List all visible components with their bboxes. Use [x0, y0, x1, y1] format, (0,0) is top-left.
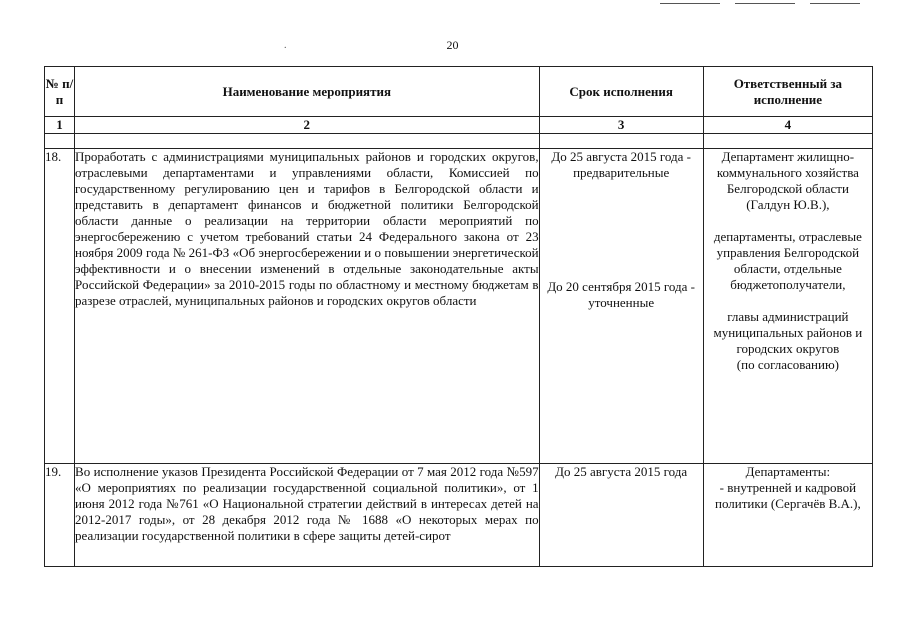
deadline: До 25 августа 2015 года [555, 464, 688, 479]
table-row [45, 464, 873, 567]
row-number: 18. [45, 149, 75, 464]
measure-text [75, 149, 540, 464]
responsible-heads: главы администраций муниципальных районов и городских округов [713, 309, 863, 356]
header-measure-name: Наименование мероприятия [75, 67, 540, 117]
deadline-preliminary: До 25 августа 2015 года - предварительные [551, 149, 691, 180]
deadline-cell [539, 149, 703, 464]
responsible-departments: департаменты, отраслевые управления Белгородской области, отдельные бюджетополучатели, [713, 229, 862, 292]
header-deadline: Срок исполнения [539, 67, 703, 117]
spacer-cell [539, 134, 703, 149]
measures-table [44, 66, 873, 567]
deadline-final: До 20 сентября 2015 года - уточненные [547, 279, 696, 310]
column-number-row [45, 117, 873, 134]
measure-text-body: Проработать с администрациями муниципальных районов и городских округов, отраслевыми департаментами и управлениями области, Комиссией по государственному регулированию цен и тарифов в Белгородской области и представить в департамент финансов и бюджетной политики Белгородской области данные о реализации на территории области мероприятий по энергосбережению с учетом требований статьи 24 Федерального закона от 23 ноября 2009 года № 261-ФЗ «Об энергосбережении и о повышении энергетической эффективности и о внесении изменений в отдельные законодательные акты Российской Федерации» за 2010-2015 годы по областному и местному бюджетам в разрезе отраслей, муниципальных районов и городских округов области [75, 149, 539, 308]
spacer-row [45, 134, 873, 149]
deadline-cell [539, 464, 703, 567]
measure-text-body: Во исполнение указов Президента Российской Федерации от 7 мая 2012 года №597 «О мероприятиях по реализации государственной социальной политики», от 1 июня 2012 года №761 «О Национальной стратегии действий в интересах детей на 2012-2017 годы», от 28 декабря 2012 года № 1688 «О некоторых мерах по реализации государственной политики в сфере защиты детей-сирот [75, 464, 539, 543]
responsible-cell [703, 464, 872, 567]
spacer-cell [75, 134, 540, 149]
header-responsible: Ответственный за исполнение [703, 67, 872, 117]
column-number: 4 [703, 117, 872, 134]
column-number: 3 [539, 117, 703, 134]
responsible-primary: Департаменты: [745, 464, 831, 479]
measure-text [75, 464, 540, 567]
table-header-row [45, 67, 873, 117]
spacer-cell [45, 134, 75, 149]
column-number: 2 [75, 117, 540, 134]
responsible-cell [703, 149, 872, 464]
responsible-secondary: - внутренней и кадровой политики (Сергачёв В.А.), [715, 480, 861, 511]
scan-speck: . [284, 40, 287, 51]
page-number: 20 [446, 38, 459, 52]
spacer-cell [703, 134, 872, 149]
scan-edge-line [810, 3, 860, 4]
header-number: № п/п [45, 67, 75, 117]
scan-edge-line [660, 3, 720, 4]
scan-edge-line [735, 3, 795, 4]
table-row [45, 149, 873, 464]
column-number: 1 [45, 117, 75, 134]
row-number: 19. [45, 464, 75, 567]
responsible-agreement-note: (по согласованию) [736, 357, 839, 372]
responsible-primary: Департамент жилищно-коммунального хозяйства Белгородской области (Галдун Ю.В.), [716, 149, 859, 212]
